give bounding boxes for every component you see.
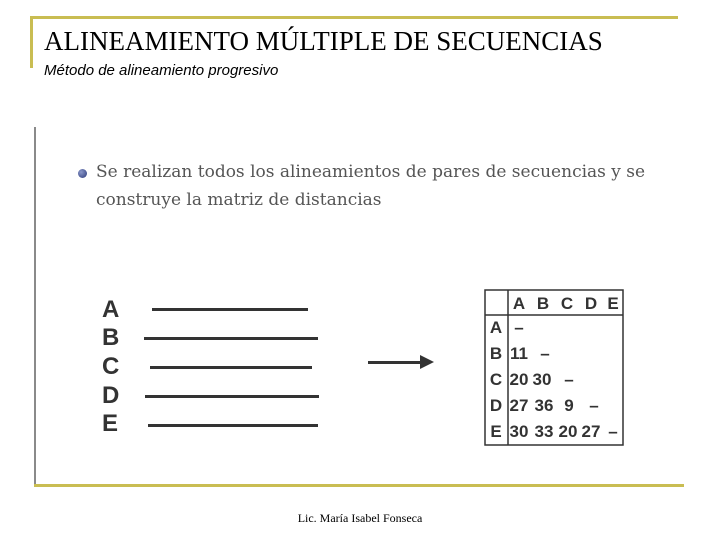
- matrix-cell: 36: [534, 396, 554, 415]
- matrix-cell: 33: [534, 422, 554, 441]
- footer-author: Lic. María Isabel Fonseca: [297, 511, 423, 525]
- matrix-col-header: A: [512, 294, 526, 313]
- matrix-row-header: A: [489, 318, 503, 337]
- matrix-cell: 27: [581, 422, 601, 441]
- matrix-border: [485, 290, 623, 445]
- slide-title: ALINEAMIENTO MÚLTIPLE DE SECUENCIAS: [44, 26, 603, 56]
- arrow-head-icon: [420, 355, 434, 369]
- matrix-col-header: E: [607, 294, 619, 313]
- distance-matrix: [484, 289, 624, 447]
- sequence-label: C: [102, 353, 120, 380]
- matrix-col-header: C: [560, 294, 574, 313]
- bullet-text: Se realizan todos los alineamientos de pares de secuencias y se construye la matriz de distancias: [96, 162, 646, 210]
- title-frame-top: [30, 16, 678, 19]
- sequence-label: A: [102, 296, 120, 323]
- matrix-cell: –: [564, 370, 574, 389]
- matrix-cell: 20: [558, 422, 578, 441]
- sequence-label: E: [102, 410, 119, 437]
- bullet-icon: [78, 169, 87, 178]
- sequence-line: [148, 424, 318, 427]
- matrix-cell: 9: [564, 396, 574, 415]
- matrix-row-header: C: [489, 370, 503, 389]
- content-frame-bottom: [34, 484, 684, 487]
- matrix-row-header: D: [489, 396, 503, 415]
- slide-subtitle: Método de alineamiento progresivo: [44, 62, 279, 79]
- title-frame-left: [30, 16, 33, 68]
- matrix-row-header: E: [490, 422, 502, 441]
- sequence-line: [145, 395, 319, 398]
- sequence-line: [152, 308, 308, 311]
- matrix-row-header: B: [489, 344, 503, 363]
- matrix-cell: –: [608, 422, 618, 441]
- sequence-label: D: [102, 382, 120, 409]
- matrix-cell: 30: [532, 370, 552, 389]
- matrix-cell: 30: [509, 422, 529, 441]
- matrix-cell: 11: [510, 344, 528, 363]
- sequence-label: B: [102, 324, 120, 351]
- sequence-line: [150, 366, 312, 369]
- matrix-cell: 20: [509, 370, 529, 389]
- matrix-cell: –: [540, 344, 550, 363]
- arrow-right-icon: [368, 361, 422, 364]
- content-frame-left: [34, 127, 36, 484]
- matrix-cell: 27: [509, 396, 529, 415]
- matrix-col-header: B: [536, 294, 550, 313]
- matrix-cell: –: [589, 396, 599, 415]
- sequence-line: [144, 337, 318, 340]
- matrix-cell: –: [514, 318, 524, 337]
- matrix-col-header: D: [584, 294, 598, 313]
